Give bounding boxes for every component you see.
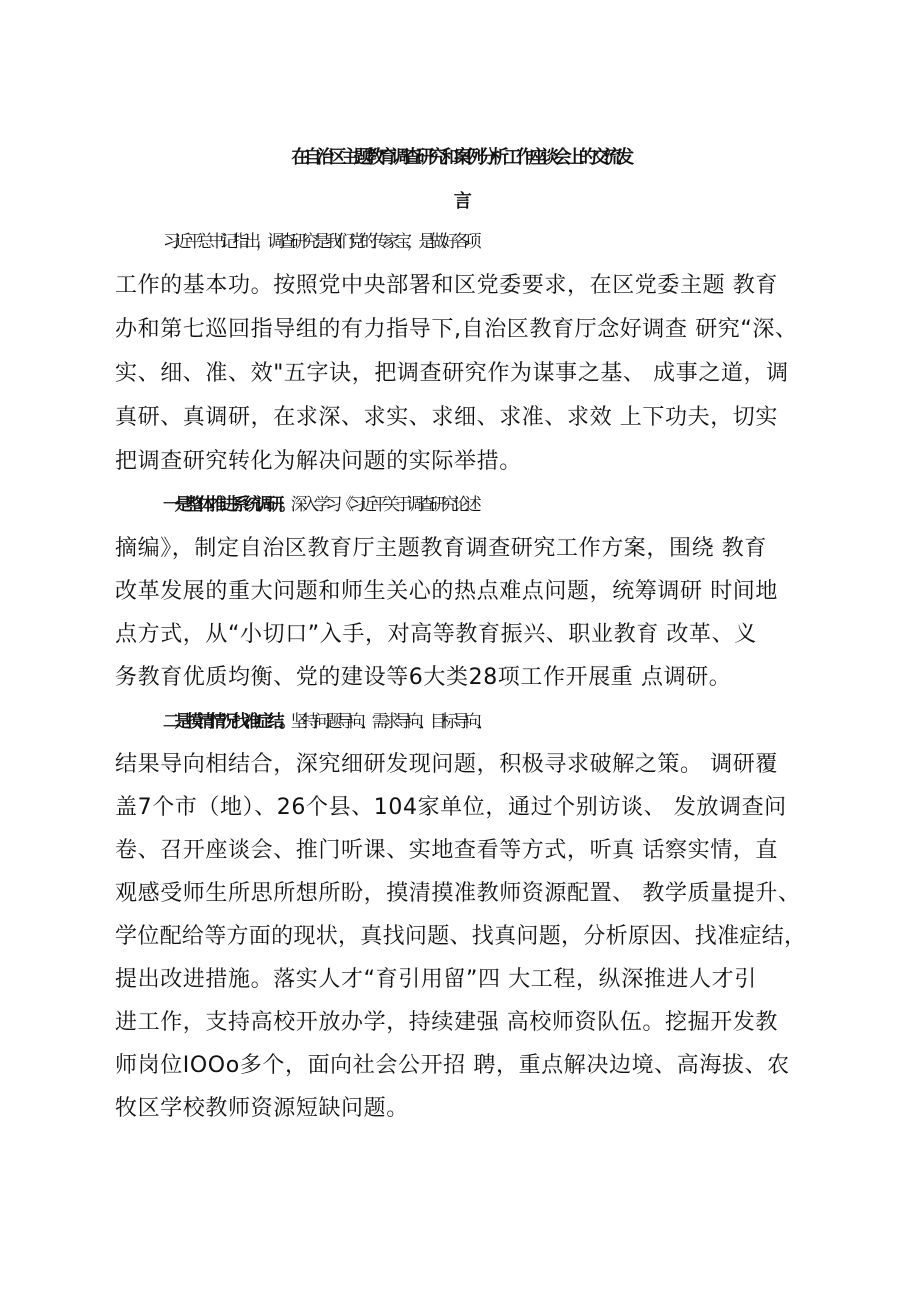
section1-line: 摘编》，制定自治区教育厅主题教育调查研究工作方案，围绕 教育 [115, 536, 767, 561]
section1-first-text: 深入学习《习近平关于调查研究论 述 [290, 495, 477, 515]
section2-line: 盖7个市（地）、26个县、104家单位，通过个别访谈、 发放调查问 [115, 795, 787, 820]
section2-line: 师岗位IOOo多个，面向社会公开招 聘，重点解决边境、高海拔、农 [115, 1053, 790, 1078]
section2-line: 学位配给等方面的现状，真找问题、找真问题，分析原因、找准症结， [115, 924, 807, 949]
section1-line: 改革发展的重大问题和师生关心的热点难点问题，统筹调研 时间地 [115, 579, 778, 604]
section2-first-line [163, 707, 863, 737]
intro-line: 把调查研究转化为解决问题的实际举措。 [115, 449, 522, 474]
intro-line: 真研、真调研，在求深、求实、求细、求准、求效 上下功夫，切实 [115, 405, 778, 430]
section2-first-text: 坚持问题导向、需求导向、目标导 向、 [290, 712, 488, 732]
section1-line: 点方式，从“小切口”入手，对高等教育振兴、职业教育 改革、义 [115, 622, 757, 647]
section2-line: 卷、召开座谈会、推门听课、实地查看等方式，听真 话察实情，直 [115, 838, 778, 863]
intro-line: 办和第七巡回指导组的有力指导下,自治区教育厅念好调查 研究“深、 [115, 317, 798, 342]
document-title-line-1: 在自治区主题教育调查研究和案例分析工作座谈会上的交流发 [291, 147, 629, 168]
section2-line: 结果导向相结合，深究细研发现问题，积极寻求破解之策。 调研覆 [115, 752, 778, 777]
document-title-line-2: 言 [453, 191, 467, 212]
section2-heading: 二是摸清情况找准症结。 [163, 712, 291, 732]
intro-line: 工作的基本功。按照党中央部署和区党委要求，在区党委主题 教育 [115, 273, 778, 298]
section2-line: 观感受师生所思所想所盼，摸清摸准教师资源配置、 教学质量提升、 [115, 881, 801, 906]
intro-line: 实、细、准、效"五字诀，把调查研究作为谋事之基、 成事之道，调 [115, 361, 789, 386]
section1-first-line [163, 490, 863, 520]
section1-heading: 一是整体推进系统调研。 [163, 495, 291, 515]
intro-line: 习近平总书记指出，调查研究是我们党的传家宝，是做好各 项 [163, 232, 477, 252]
section2-line: 进工作，支持高校开放办学，持续建强 高校师资队伍。挖掘开发教 [115, 1010, 778, 1035]
section1-line: 务教育优质均衡、党的建设等6大类28项工作开展重 点调研。 [115, 665, 732, 690]
section2-line: 牧区学校教师资源短缺问题。 [115, 1096, 409, 1121]
section2-line: 提出改进措施。落实人才“育引用留”四 大工程，纵深推进人才引 [115, 967, 757, 992]
